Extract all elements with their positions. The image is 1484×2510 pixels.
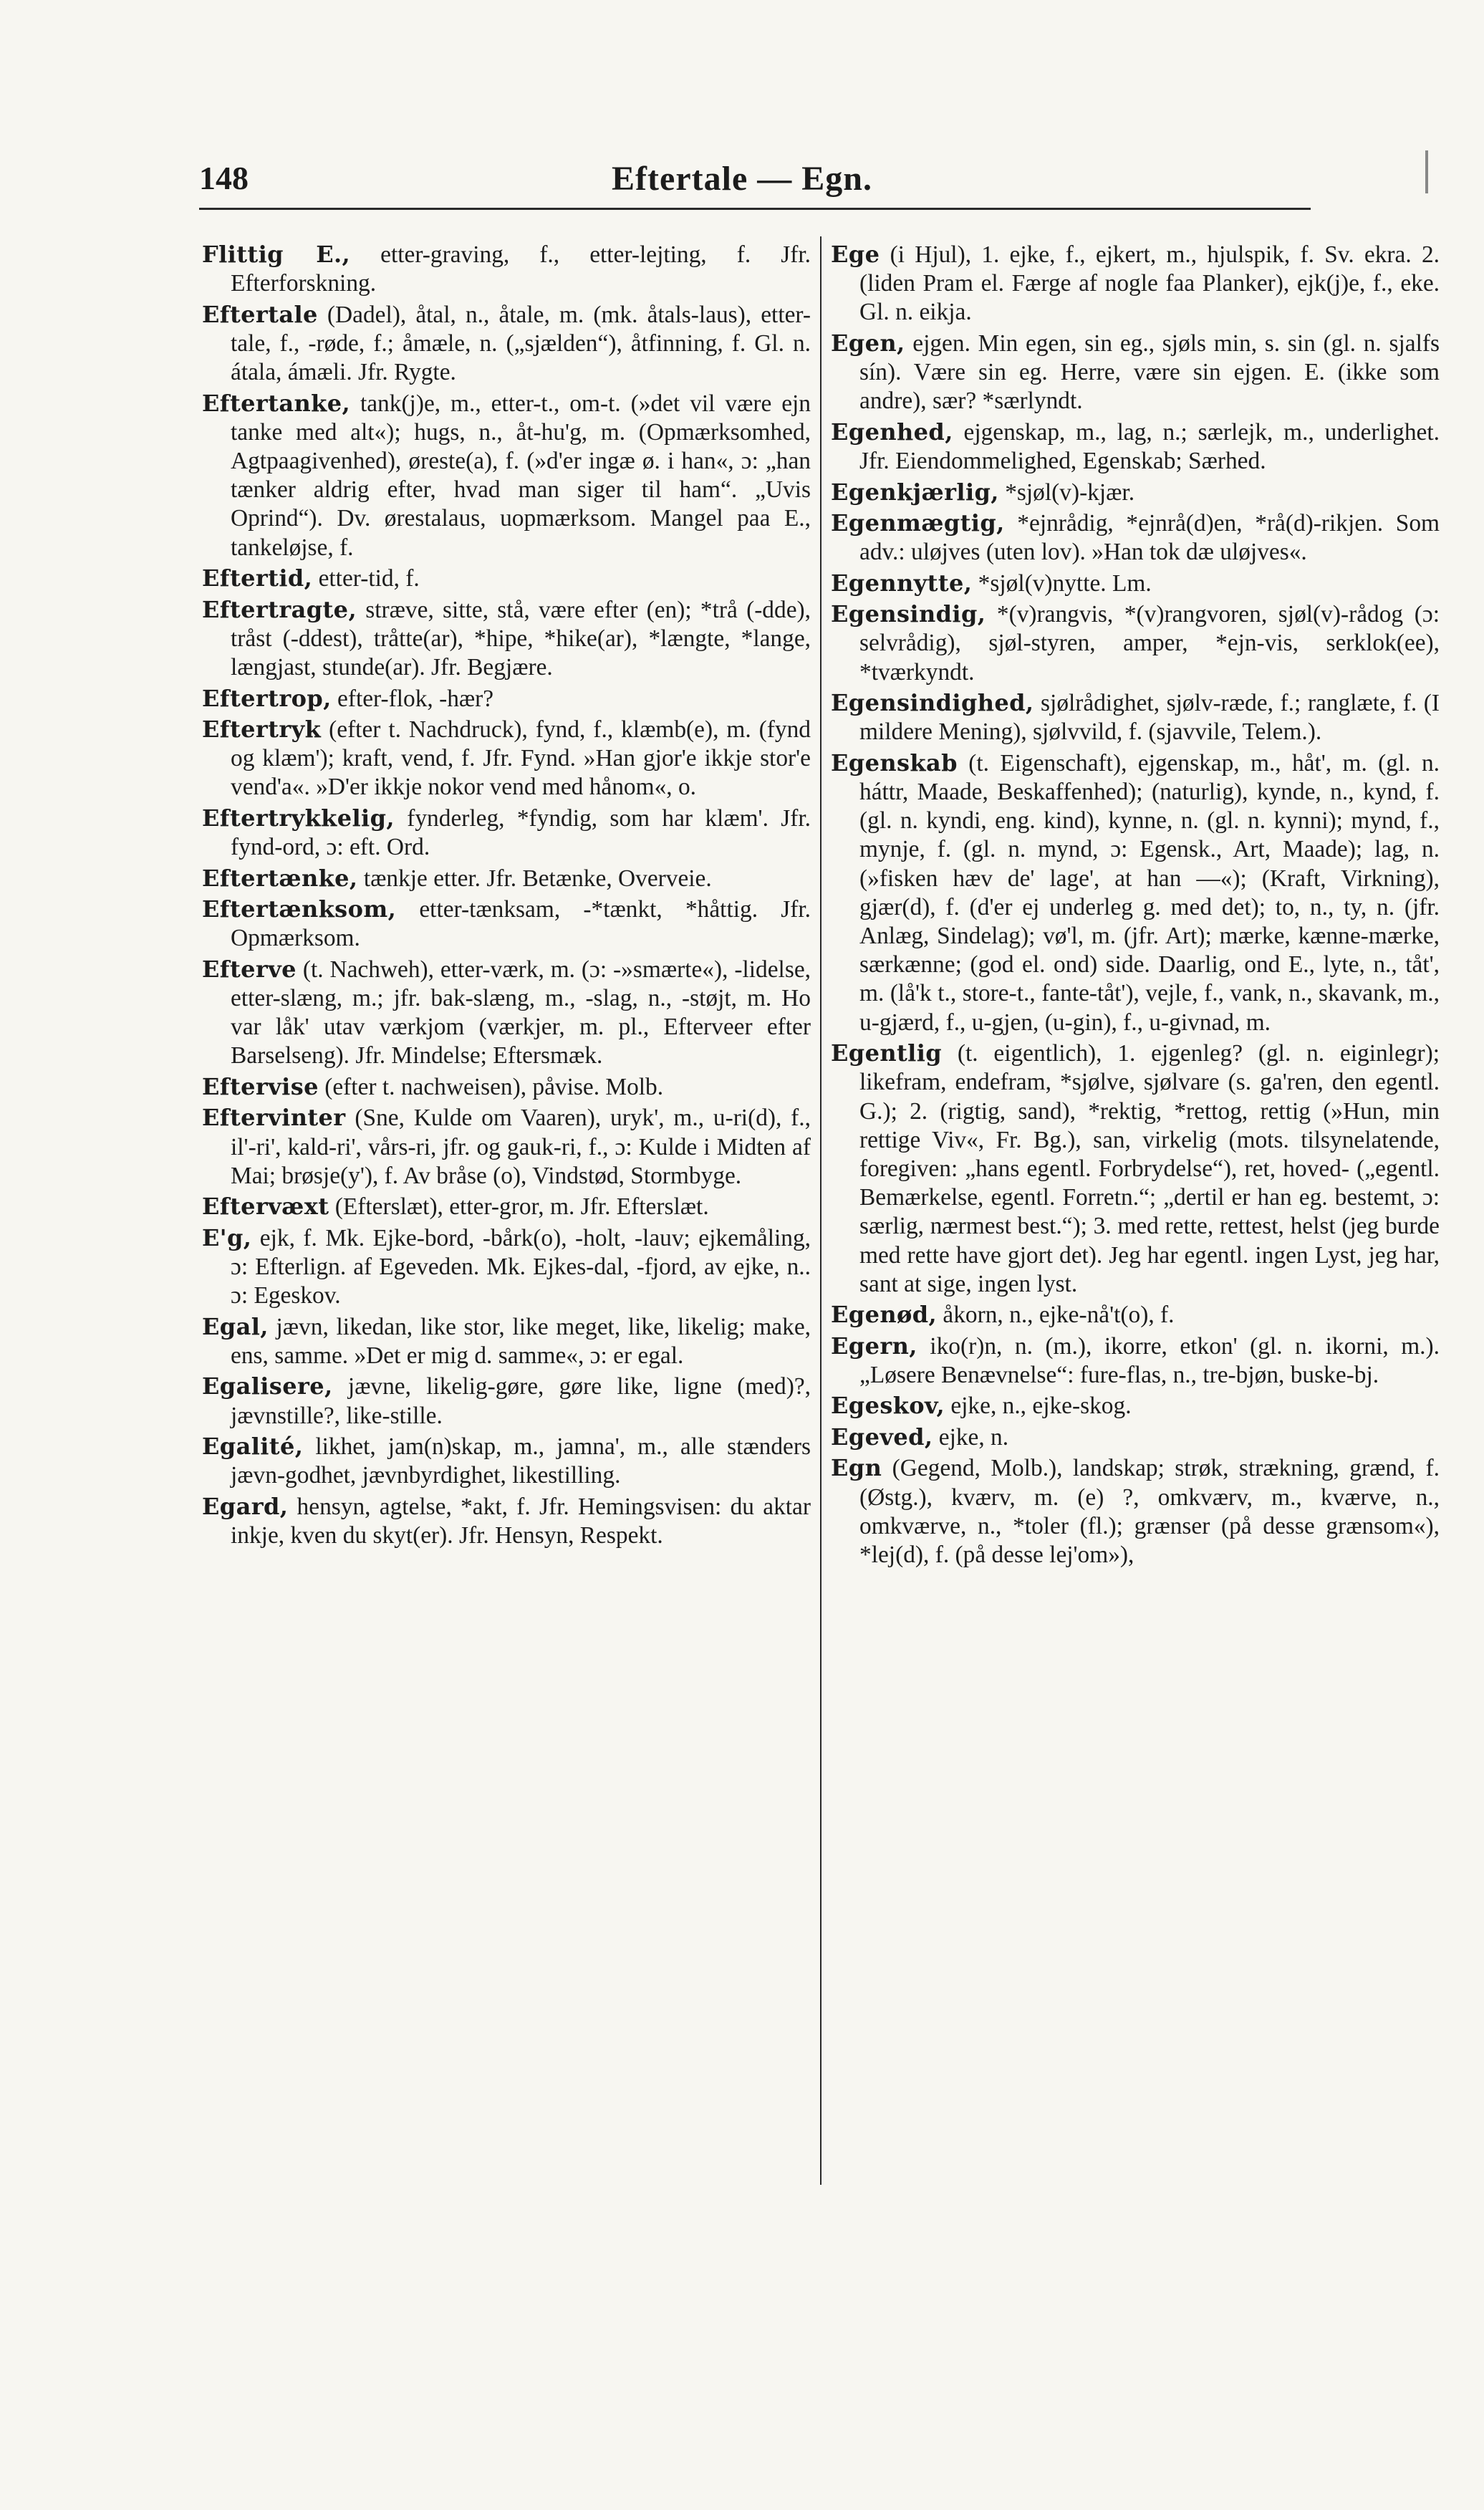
entry-definition: *sjøl(v)-kjær. [998, 479, 1135, 506]
dictionary-entry [831, 749, 1440, 1037]
dictionary-entry [202, 1492, 811, 1550]
entry-headword: Egensindig, [831, 600, 986, 628]
entry-headword: Eftertragte, [202, 595, 357, 623]
dictionary-entry [202, 564, 811, 593]
entry-definition: ejgen. Min egen, sin eg., sjøls min, s. sin (gl. n. sjalfs sín). Være sin eg. Herre, være sin ejgen. E. (ikke som andre), sær? *særlyndt. [859, 330, 1440, 415]
entry-definition: tank(j)e, m., etter-t., om-t. (»det vil være ejn tanke med alt«); hugs, n., åt-hu'g, m. (Opmærksomhed, Agtpaagivenhed), øreste(a), f. (»d'er ingæ ø. i han«, ɔ: „han tænker aldrig efter, hvad man siger til ham“. „Uvis Oprind“). Dv. ørestalaus, uopmærksom. Mangel paa E., tankeløjse, f. [231, 390, 811, 561]
dictionary-entry [831, 509, 1440, 567]
dictionary-entry [202, 1432, 811, 1490]
entry-headword: Eftervinter [202, 1104, 346, 1132]
entry-definition: likhet, jam(n)skap, m., jamna', m., alle stænders jævn-godhet, jævnbyrdighet, likestilling. [231, 1433, 811, 1489]
dictionary-entry [202, 389, 811, 562]
entry-headword: Egenkjærlig, [831, 478, 999, 506]
entry-headword: Egn [831, 1454, 882, 1482]
entry-headword: Eftertale [202, 300, 318, 328]
dictionary-entry [831, 478, 1440, 507]
entry-headword: Flittig E., [202, 241, 351, 268]
entry-headword: Eftertryk [202, 716, 322, 744]
dictionary-entry [831, 240, 1440, 327]
entry-definition: (efter t. nachweisen), påvise. Molb. [318, 1073, 664, 1100]
entry-headword: Eftervæxt [202, 1193, 329, 1221]
entry-definition: ejke, n. [933, 1423, 1009, 1451]
entry-definition: (Gegend, Molb.), landskap; strøk, strækning, grænd, f. (Østg.), kværv, m. (e) ?, omkværv, m., kværve, n., omkværve, n., *toler (fl.); grænser (på desse grænsom«), *lej(d), f. (på desse lej'om»), [859, 1455, 1440, 1569]
entry-headword: Egentlig [831, 1039, 943, 1067]
entry-definition: fynderleg, *fyndig, som har klæm'. Jfr. fynd-ord, ɔ: eft. Ord. [231, 804, 811, 861]
dictionary-entry [202, 1103, 811, 1191]
entry-definition: (efter t. Nachdruck), fynd, f., klæmb(e), m. (fynd og klæm'); kraft, vend, f. Jfr. Fynd. »Han gjor'e ikkje stor'e vend'a«. »D'er ikkje nokor vend med hånom«, o. [231, 716, 811, 801]
entry-definition: tænkje etter. Jfr. Betænke, Overveie. [357, 865, 712, 892]
entry-definition: iko(r)n, n. (m.), ikorre, etkon' (gl. n. ikorni, m.). „Løsere Benævnelse“: fure-flas, n., tre-bjøn, buske-bj. [859, 1332, 1440, 1388]
dictionary-entry [202, 595, 811, 683]
entry-headword: Egennytte, [831, 569, 973, 597]
entry-definition: jævn, likedan, like stor, like meget, like, likelig; make, ens, samme. »Det er mig d. samme«, ɔ: er egal. [231, 1313, 811, 1369]
entry-definition: efter-flok, -hær? [331, 685, 494, 712]
left-column [202, 240, 811, 1552]
dictionary-entry [831, 1453, 1440, 1569]
running-head: Eftertale — Egn. [612, 160, 872, 198]
entry-headword: Egard, [202, 1492, 289, 1520]
dictionary-entry [202, 804, 811, 862]
dictionary-entry [202, 300, 811, 388]
entry-headword: Eftertænke, [202, 864, 358, 892]
entry-headword: Egalité, [202, 1433, 304, 1461]
column-divider [820, 236, 822, 2185]
page-number: 148 [199, 160, 249, 196]
entry-headword: Eftertrykkelig, [202, 804, 395, 832]
entry-definition: *(v)rangvis, *(v)rangvoren, sjøl(v)-rådog (ɔ: selvrådig), sjøl-styren, amper, *ejn-vis, serklok(ee), *tværkyndt. [859, 601, 1440, 686]
entry-headword: Egeskov, [831, 1392, 945, 1420]
entry-definition: åkorn, n., ejke-nå't(o), f. [937, 1302, 1175, 1329]
dictionary-entry [202, 1312, 811, 1370]
entry-definition: etter-tænksam, -*tænkt, *håttig. Jfr. Opmærksom. [231, 896, 811, 952]
dictionary-entry [831, 1391, 1440, 1420]
entry-definition: ejgenskap, m., lag, n.; særlejk, m., underlighet. Jfr. Eiendommelighed, Egenskab; Særhed. [859, 418, 1440, 475]
entry-definition: (t. Eigenschaft), ejgenskap, m., håt', m. (gl. n. háttr, Maade, Beskaffenhed); (naturlig), kynde, n., kynd, f. (gl. n. kyndi, eng. kind), kynne, n. (gl. n. kynni); mynd, f., mynje, f. (gl. n. mynd, ɔ: Egensk., Art, Maade); lag, n. (»fisken hæv de' lage', at han —«); (Kraft, Virkning), gjær(d), f. (d'er ej underleg g. med det); to, n., ty, n. (jfr. Anlæg, Sindelag); vø'l, m. (jfr. Art); mærke, kænne-mærke, særkænne; (god el. ond) side. Daarlig, ond E., lyte, n., tåt', m. (lå'k t., store-t., fante-tåt'), vejle, f., vank, n., skavank, m., u-gjærd, f., u-gjen, (u-gin), f., u-givnad, m. [859, 749, 1440, 1036]
dictionary-entry [831, 1039, 1440, 1299]
entry-definition: jævne, likelig-gøre, gøre like, ligne (med)?, jævnstille?, like-stille. [231, 1373, 811, 1429]
entry-headword: Egalisere, [202, 1372, 333, 1400]
dictionary-entry [831, 688, 1440, 746]
dictionary-entry [202, 1072, 811, 1102]
entry-definition: (i Hjul), 1. ejke, f., ejkert, m., hjulspik, f. Sv. ekra. 2. (liden Pram el. Færge af nogle faa Planker), ejk(j)e, f., eke. Gl. n. eikja. [859, 241, 1440, 326]
entry-definition: (Sne, Kulde om Vaaren), uryk', m., u-ri(d), f., il'-ri', kald-ri', vårs-ri, jfr. og gauk-ri, f., ɔ: Kulde i Midten af Mai; brøsje(y'), f. Av bråse (o), Vindstød, Stormbyge. [231, 1105, 811, 1189]
entry-headword: E'g, [202, 1223, 252, 1251]
entry-headword: Eftertænksom, [202, 895, 397, 923]
dictionary-entry [831, 569, 1440, 598]
dictionary-entry [202, 895, 811, 953]
dictionary-entry [831, 1332, 1440, 1390]
dictionary-entry [202, 955, 811, 1071]
entry-headword: Egenmægtig, [831, 509, 1005, 537]
dictionary-entry [831, 1423, 1440, 1452]
dictionary-entry [202, 684, 811, 713]
entry-headword: Egern, [831, 1332, 917, 1360]
entry-headword: Eftertid, [202, 564, 313, 592]
dictionary-entry [202, 240, 811, 298]
entry-headword: Eftertanke, [202, 389, 351, 417]
dictionary-entry [202, 864, 811, 893]
entry-headword: Egenskab [831, 749, 958, 776]
entry-headword: Egeved, [831, 1423, 933, 1451]
dictionary-entry [202, 1372, 811, 1430]
dictionary-entry [202, 715, 811, 802]
dictionary-entry [831, 1300, 1440, 1329]
dictionary-entry [831, 600, 1440, 687]
header-rule [199, 208, 1311, 210]
entry-headword: Egensindighed, [831, 689, 1034, 717]
entry-definition: sjølrådighet, sjølv-ræde, f.; ranglæte, f. (I mildere Mening), sjølvvild, f. (sjavvile, Telem.). [859, 690, 1440, 746]
entry-headword: Eftertrop, [202, 684, 332, 712]
entry-headword: Egenød, [831, 1301, 938, 1329]
entry-definition: stræve, sitte, stå, være efter (en); *trå (-dde), tråst (-ddest), tråtte(ar), *hipe, *hike(ar), *længte, *lange, længjast, stunde(ar). Jfr. Begjære. [231, 596, 811, 681]
entry-headword: Egal, [202, 1312, 269, 1340]
dictionary-entry [202, 1192, 811, 1221]
entry-definition: etter-graving, f., etter-lejting, f. Jfr. Efterforskning. [231, 241, 811, 297]
entry-definition: (t. Nachweh), etter-værk, m. (ɔ: -»smærte«), -lidelse, etter-slæng, m.; jfr. bak-slæng, m., -slag, n., -støjt, m. Ho var låk' utav værkjom (værkjer, m. pl., Efterveer efter Barselseng). Jfr. Mindelse; Eftersmæk. [231, 956, 811, 1069]
entry-definition: ejk, f. Mk. Ejke-bord, -bårk(o), -holt, -lauv; ejkemåling, ɔ: Efterlign. af Egeveden. Mk. Ejkes-dal, -fjord, av ejke, n.. ɔ: Egeskov. [231, 1224, 811, 1309]
entry-definition: *ejnrådig, *ejnrå(d)en, *rå(d)-rikjen. Som adv.: uløjves (uten lov). »Han tok dæ uløjves«. [859, 510, 1440, 566]
entry-definition: (Efterslæt), etter-gror, m. Jfr. Efterslæt. [329, 1193, 709, 1221]
entry-headword: Egenhed, [831, 418, 953, 446]
entry-headword: Egen, [831, 329, 905, 357]
entry-headword: Efterve [202, 955, 297, 983]
entry-definition: (t. eigentlich), 1. ejgenleg? (gl. n. eiginlegr); likefram, endefram, *sjølve, sjølvare (s. ga'ren, den egentl. G.); 2. (rigtig, sand), *rektig, *rettog, rettig (»Hun, min rettige Viv«, Fr. Bg.), san, virkelig (mots. tilsynelatende, foregiven: „hans egentl. Forbrydelse“), ret, hoved- („egentl. Bemærkelse, egentl. Forretn.“; „dertil er han eg. bestemt, ɔ: særlig, nærmest best.“); 3. med rette, rettest, helst (jeg burde med rette have gjort det). Jeg har egentl. ingen Lyst, jeg har, sant at sige, ingen lyst. [859, 1040, 1440, 1297]
entry-definition: hensyn, agtelse, *akt, f. Jfr. Hemingsvisen: du aktar inkje, kven du skyt(er). Jfr. Hensyn, Respekt. [231, 1493, 811, 1549]
entry-definition: etter-tid, f. [312, 565, 420, 592]
right-column [831, 240, 1440, 1572]
dictionary-entry [831, 329, 1440, 416]
entry-definition: *sjøl(v)nytte. Lm. [972, 569, 1152, 597]
entry-headword: Ege [831, 241, 880, 268]
entry-headword: Eftervise [202, 1072, 319, 1100]
entry-definition: (Dadel), åtal, n., åtale, m. (mk. åtals-laus), etter-tale, f., -røde, f.; åmæle, n. („sjælden“), åtfinning, f. Gl. n. átala, ámæli. Jfr. Rygte. [231, 301, 811, 386]
entry-definition: ejke, n., ejke-skog. [944, 1393, 1132, 1420]
dictionary-entry [831, 418, 1440, 476]
dictionary-entry [202, 1223, 811, 1311]
